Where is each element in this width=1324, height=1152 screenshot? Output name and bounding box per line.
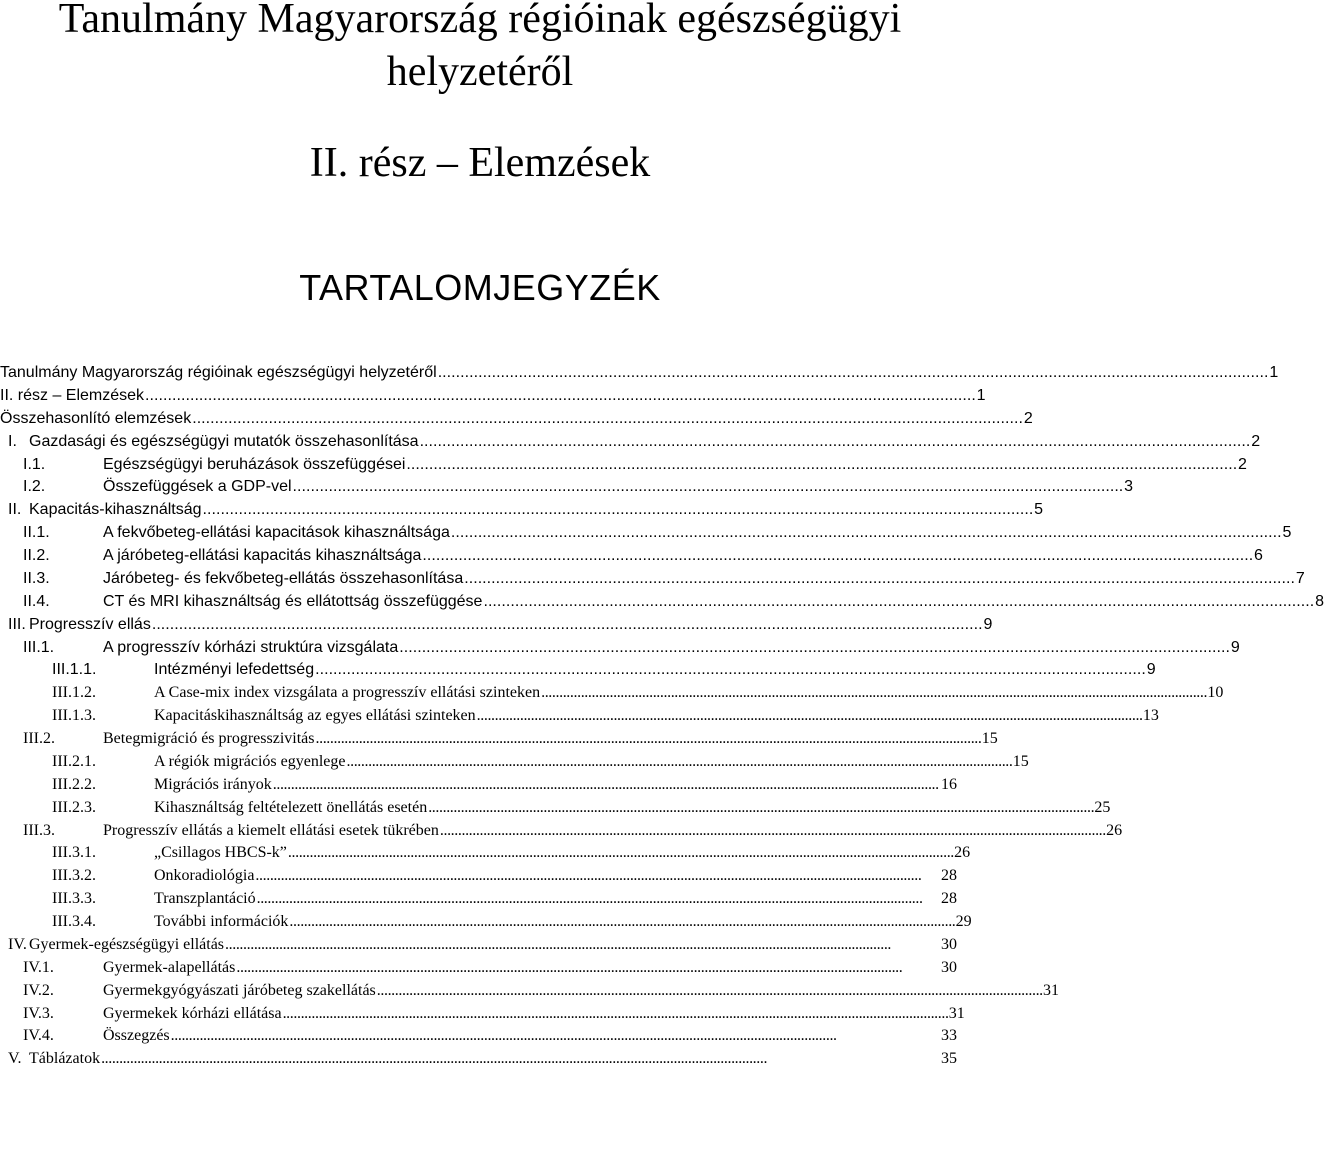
toc-entry-title: Összehasonlító elemzések <box>0 408 192 431</box>
toc-entry-number: IV.3. <box>23 1004 54 1022</box>
toc-entry-page-number: 1 <box>976 386 986 404</box>
toc-entry[interactable] <box>0 957 960 980</box>
toc-entry-number: III.1.3. <box>52 707 96 725</box>
toc-entry-title: CT és MRI kihasználtság és ellátottság összefüggése <box>103 591 483 614</box>
toc-entry-page-number: 30 <box>941 935 957 953</box>
dot-leader <box>152 614 981 637</box>
toc-entry-title: Gyermek-egészségügyi ellátás <box>29 934 225 957</box>
toc-entry-number: IV.2. <box>23 981 54 999</box>
toc-entry-title: Összefüggések a GDP-vel <box>103 476 293 499</box>
toc-entry-title: „Csillagos HBCS-k” <box>154 842 288 865</box>
dot-leader <box>451 522 1280 545</box>
toc-entry[interactable] <box>0 522 1292 545</box>
toc-entry-title: Összegzés <box>103 1025 171 1048</box>
toc-entry-number: I.2. <box>23 478 46 496</box>
toc-entry-page-number: 6 <box>1254 547 1263 564</box>
toc-entry[interactable] <box>0 1025 960 1048</box>
toc-entry[interactable] <box>0 568 1305 591</box>
toc-entry-page-number: 25 <box>1094 798 1111 816</box>
dot-leader <box>406 454 1235 477</box>
toc-entry[interactable] <box>0 728 998 751</box>
toc-entry-page-number: 35 <box>941 1050 957 1068</box>
dot-leader <box>293 476 1122 499</box>
toc-entry-number: III.1.1. <box>52 661 97 679</box>
toc-entry-number: IV. <box>8 935 27 953</box>
dot-leader <box>171 1025 939 1048</box>
toc-entry[interactable] <box>0 591 1324 614</box>
toc-entry-number: III.2.3. <box>52 798 96 816</box>
toc-entry-title: Kapacitáskihasználtság az egyes ellátási szinteken <box>154 705 477 728</box>
toc-entry-number: II. <box>8 501 22 519</box>
toc-entry-title: További információk <box>154 911 289 934</box>
dot-leader <box>283 1003 947 1026</box>
toc-entry-page-number: 13 <box>1142 707 1159 725</box>
toc-entry-page-number: 9 <box>983 615 993 633</box>
toc-entry-number: III.2.2. <box>52 775 96 793</box>
toc-entry-page-number: 31 <box>1042 981 1059 999</box>
toc-entry-number: III.1.2. <box>52 684 96 702</box>
toc-entry-page-number: 26 <box>1106 821 1123 839</box>
toc-entry[interactable] <box>0 934 960 957</box>
toc-entry[interactable] <box>0 476 1134 499</box>
dot-leader <box>203 499 1032 522</box>
toc-entry-page-number: 8 <box>1315 592 1324 610</box>
document-title-continued: helyzetéről <box>386 49 574 95</box>
toc-entry-title: Gyermek-alapellátás <box>103 957 236 980</box>
document-title: Tanulmány Magyarország régióinak egészségügyi <box>58 0 902 42</box>
dot-leader <box>255 865 939 888</box>
toc-entry-page-number: 2 <box>1251 432 1261 450</box>
dot-leader <box>236 957 939 980</box>
toc-entry-number: II.1. <box>23 524 50 542</box>
toc-entry-number: III. <box>8 615 26 633</box>
toc-entry-number: II.4. <box>23 592 50 610</box>
toc-entry[interactable] <box>0 820 1123 843</box>
toc-entry-page-number: 9 <box>1230 638 1240 656</box>
table-of-contents <box>0 362 1324 1071</box>
toc-entry-number: III.2. <box>23 730 55 747</box>
toc-entry[interactable] <box>0 385 986 408</box>
toc-entry-title: A progresszív kórházi struktúra vizsgálata <box>103 637 399 660</box>
toc-entry-title: Gazdasági és egészségügyi mutatók összehasonlítása <box>29 431 420 454</box>
toc-entry-title: Migrációs irányok <box>154 774 273 797</box>
toc-entry[interactable] <box>0 865 960 888</box>
toc-entry[interactable] <box>0 774 960 797</box>
part-title: II. rész – Elemzések <box>309 140 651 186</box>
dot-leader <box>315 659 1144 682</box>
toc-entry[interactable] <box>0 751 1029 774</box>
toc-entry-title: Egészségügyi beruházások összefüggései <box>103 454 406 477</box>
toc-entry-title: Kihasználtság feltételezett önellátás esetén <box>154 797 428 820</box>
dot-leader <box>483 591 1312 614</box>
toc-entry-number: III.3.2. <box>52 867 96 885</box>
toc-entry[interactable] <box>0 911 972 934</box>
toc-entry-title: Onkoradiológia <box>154 865 255 888</box>
dot-leader <box>541 682 1205 705</box>
dot-leader <box>420 431 1249 454</box>
toc-entry-title: Járóbeteg- és fekvőbeteg-ellátás összehasonlítása <box>103 568 464 591</box>
toc-entry-page-number: 33 <box>941 1027 957 1045</box>
toc-entry[interactable] <box>0 614 993 637</box>
toc-entry-page-number: 3 <box>1124 478 1134 496</box>
toc-entry-title: A fekvőbeteg-ellátási kapacitások kihasználtsága <box>103 522 451 545</box>
dot-leader <box>377 980 1041 1003</box>
toc-entry-number: III.3.1. <box>52 844 96 862</box>
toc-entry[interactable] <box>0 408 1033 431</box>
dot-leader <box>438 362 1267 385</box>
toc-entry[interactable] <box>0 362 1279 385</box>
dot-leader <box>145 385 974 408</box>
toc-entry[interactable] <box>0 682 1224 705</box>
dot-leader <box>192 408 1021 431</box>
toc-entry-page-number: 26 <box>954 844 971 862</box>
toc-entry-number: IV.1. <box>23 958 54 976</box>
toc-entry-number: I.1. <box>23 455 46 473</box>
toc-entry-page-number: 15 <box>981 730 998 747</box>
dot-leader <box>273 774 939 797</box>
dot-leader <box>289 911 953 934</box>
toc-entry-number: I. <box>8 432 17 450</box>
toc-entry-page-number: 28 <box>941 890 957 908</box>
dot-leader <box>288 842 952 865</box>
toc-entry[interactable] <box>0 659 1156 682</box>
toc-entry-number: II.2. <box>23 547 50 564</box>
dot-leader <box>440 820 1104 843</box>
toc-entry-page-number: 9 <box>1146 661 1156 679</box>
toc-entry-title: II. rész – Elemzések <box>0 385 145 408</box>
toc-entry-number: III.3.4. <box>52 913 96 930</box>
toc-entry[interactable] <box>0 1003 965 1026</box>
dot-leader <box>422 545 1251 568</box>
dot-leader <box>464 568 1293 591</box>
toc-entry-title: A régiók migrációs egyenlege <box>154 751 347 774</box>
toc-entry-title: Transzplantáció <box>154 888 257 911</box>
toc-entry[interactable] <box>0 454 1247 477</box>
toc-entry-page-number: 2 <box>1238 455 1247 473</box>
dot-leader <box>347 751 1011 774</box>
toc-entry-page-number: 5 <box>1034 501 1044 519</box>
toc-entry-page-number: 2 <box>1023 409 1033 427</box>
toc-entry-title: Tanulmány Magyarország régióinak egészségügyi helyzetéről <box>0 362 438 385</box>
toc-entry-title: Táblázatok <box>29 1048 101 1071</box>
toc-entry[interactable] <box>0 797 1111 820</box>
toc-entry-number: V. <box>8 1050 22 1068</box>
toc-entry-title: Progresszív ellás <box>29 614 152 637</box>
toc-entry-title: Betegmigráció és progresszivitás <box>103 728 316 751</box>
toc-entry-title: Gyermekek kórházi ellátása <box>103 1003 283 1026</box>
dot-leader <box>101 1048 939 1071</box>
toc-entry-number: III.3. <box>23 821 55 839</box>
toc-entry[interactable] <box>0 431 1261 454</box>
dot-leader <box>257 888 939 911</box>
toc-entry[interactable] <box>0 499 1044 522</box>
toc-entry-title: Progresszív ellátás a kiemelt ellátási esetek tükrében <box>103 820 440 843</box>
toc-entry-title: A járóbeteg-ellátási kapacitás kihasználtsága <box>103 545 422 568</box>
toc-entry-page-number: 15 <box>1012 752 1029 770</box>
toc-entry[interactable] <box>0 980 1059 1003</box>
toc-entry-title: Gyermekgyógyászati járóbeteg szakellátás <box>103 980 377 1003</box>
toc-entry-page-number: 7 <box>1295 569 1305 587</box>
toc-entry-page-number: 31 <box>948 1004 965 1022</box>
toc-entry-page-number: 1 <box>1269 364 1279 381</box>
toc-entry-page-number: 5 <box>1282 524 1292 542</box>
toc-entry-page-number: 28 <box>941 867 957 885</box>
toc-entry-title: A Case-mix index vizsgálata a progresszív ellátási szinteken <box>154 682 541 705</box>
toc-entry-number: III.1. <box>23 638 55 656</box>
toc-heading: TARTALOMJEGYZÉK <box>299 267 661 308</box>
toc-entry-page-number: 29 <box>955 913 972 930</box>
dot-leader <box>399 637 1228 660</box>
toc-entry-number: III.3.3. <box>52 890 96 908</box>
toc-entry[interactable] <box>0 1048 960 1071</box>
toc-entry-number: II.3. <box>23 569 50 587</box>
dot-leader <box>225 934 939 957</box>
toc-entry[interactable] <box>0 637 1240 660</box>
dot-leader <box>477 705 1141 728</box>
dot-leader <box>316 728 980 751</box>
toc-entry[interactable] <box>0 888 960 911</box>
toc-entry-title: Kapacitás-kihasználtság <box>29 499 203 522</box>
toc-entry[interactable] <box>0 705 1159 728</box>
dot-leader <box>428 797 1092 820</box>
toc-entry-page-number: 30 <box>941 958 957 976</box>
toc-entry-page-number: 10 <box>1207 684 1224 702</box>
toc-entry[interactable] <box>0 842 971 865</box>
toc-entry-page-number: 16 <box>941 775 957 793</box>
toc-entry-number: III.2.1. <box>52 752 96 770</box>
toc-entry[interactable] <box>0 545 1263 568</box>
toc-entry-title: Intézményi lefedettség <box>154 659 315 682</box>
toc-entry-number: IV.4. <box>23 1027 54 1045</box>
